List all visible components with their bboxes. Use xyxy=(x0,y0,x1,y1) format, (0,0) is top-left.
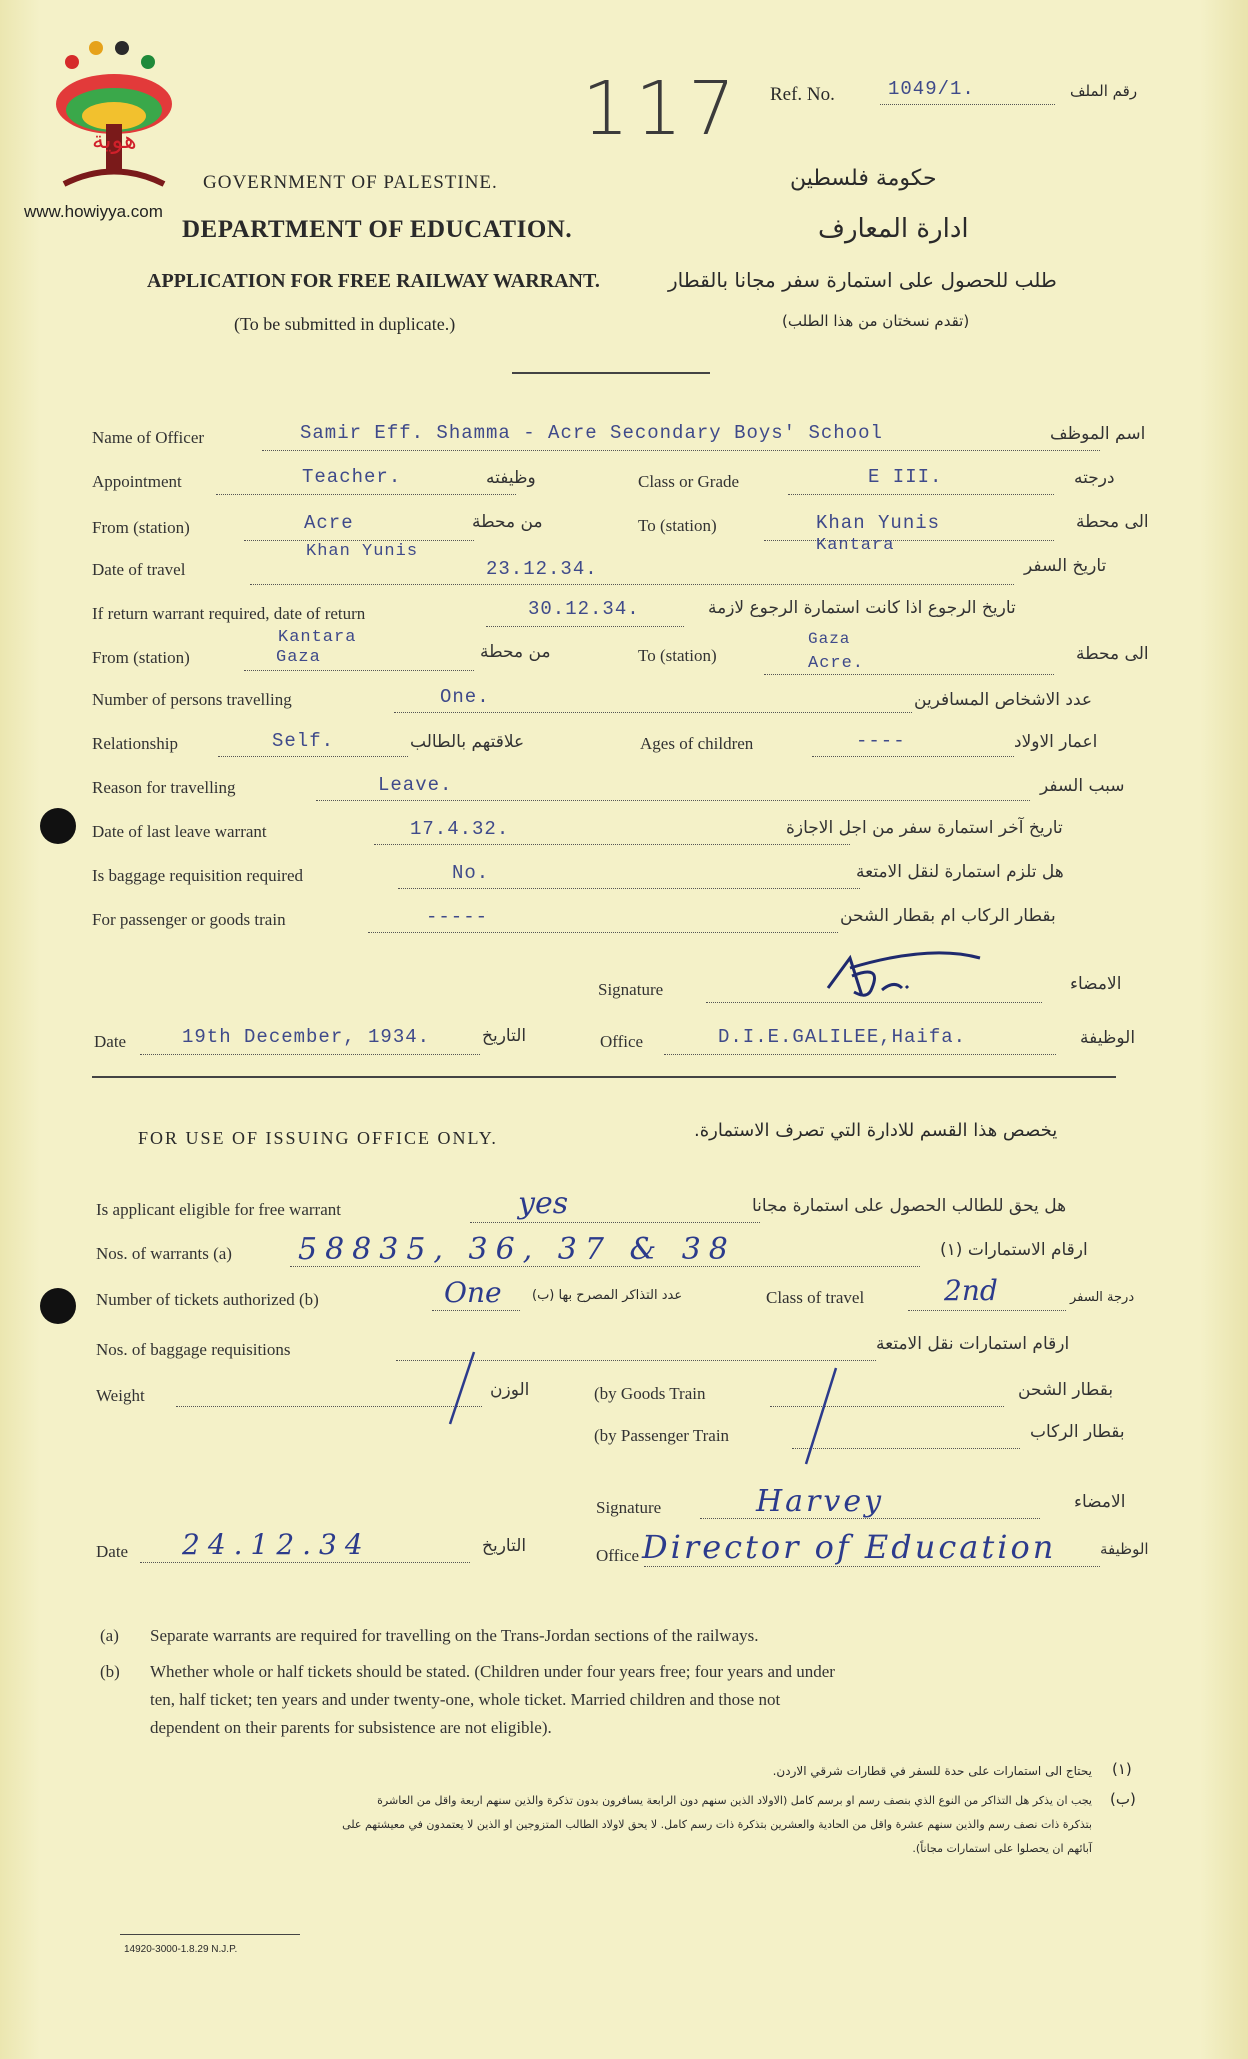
appointment-value: Teacher. xyxy=(302,466,402,488)
weight-label: Weight xyxy=(96,1386,145,1405)
dept-title-ar: ادارة المعارف xyxy=(818,214,969,244)
warrant-nos-label: Nos. of warrants (a) xyxy=(96,1244,232,1263)
last-leave-label: Date of last leave warrant xyxy=(92,822,267,841)
punch-hole-bottom xyxy=(40,1288,76,1324)
note-a-ar-mark: (١) xyxy=(1112,1760,1132,1778)
issuing-signature-label: Signature xyxy=(596,1498,662,1517)
ref-label-ar: رقم الملف xyxy=(1070,82,1138,100)
office-value: D.I.E.GALILEE,Haifa. xyxy=(718,1026,967,1048)
to-extra: Kantara xyxy=(816,536,895,555)
weight-label-ar: الوزن xyxy=(490,1380,530,1400)
note-b-ar-line1: يجب ان يذكر هل التذاكر من النوع الذي بنصف رسم او برسم كامل (الاولاد الذين سنهم دون الرابعة يسافرون بدون تذكرة والذين سنهم اربعة واقل من العاشرة xyxy=(377,1794,1092,1807)
baggage-label: Is baggage requisition required xyxy=(92,866,304,885)
appointment-label-ar: وظيفته xyxy=(486,468,536,488)
form-subtitle-ar: (تقدم نسختان من هذا الطلب) xyxy=(782,312,970,330)
form-subtitle: (To be submitted in duplicate.) xyxy=(234,314,456,334)
tickets-label-ar: عدد التذاكر المصرح بها (ب) xyxy=(532,1288,683,1303)
gov-title-ar: حكومة فلسطين xyxy=(790,166,937,191)
to2-label-ar: الى محطة xyxy=(1076,644,1149,664)
baggage-nos-label: Nos. of baggage requisitions xyxy=(96,1340,291,1359)
reason-label: Reason for travelling xyxy=(92,778,236,797)
train-label-ar: بقطار الركاب ام بقطار الشحن xyxy=(840,906,1056,926)
issuing-heading: FOR USE OF ISSUING OFFICE ONLY. xyxy=(138,1128,498,1148)
note-b-line2: ten, half ticket; ten years and under twenty-one, whole ticket. Married children and those not xyxy=(150,1690,781,1709)
printer-code: 14920-3000-1.8.29 N.J.P. xyxy=(124,1944,238,1955)
issuing-office-value: Director of Education xyxy=(642,1528,1057,1566)
issuing-office-label-ar: الوظيفة xyxy=(1100,1540,1149,1558)
persons-label: Number of persons travelling xyxy=(92,690,292,709)
issuing-date-value: 24.12.34 xyxy=(182,1528,371,1561)
handwritten-number: 117 xyxy=(582,66,742,152)
class-value: E III. xyxy=(868,466,943,488)
section-rule xyxy=(92,1076,1116,1078)
note-b-ar-line2: بتذكرة ذات نصف رسم والذين سنهم عشرة واقل من الحادية والعشرين بتذكرة ذات رسم كامل. لا يحق لاولاد الطالب المتزوجين او الذين لا يعتمدون في معيشتهم على xyxy=(342,1818,1092,1831)
relationship-label-ar: علاقتهم بالطالب xyxy=(410,732,525,752)
date-value: 19th December, 1934. xyxy=(182,1026,431,1048)
name-value: Samir Eff. Shamma - Acre Secondary Boys' School xyxy=(300,422,883,444)
from-label-ar: من محطة xyxy=(472,512,543,532)
to2-label: To (station) xyxy=(638,646,717,665)
baggage-nos-label-ar: ارقام استمارات نقل الامتعة xyxy=(876,1334,1070,1354)
form-title: APPLICATION FOR FREE RAILWAY WARRANT. xyxy=(147,270,600,292)
last-leave-label-ar: تاريخ آخر استمارة سفر من اجل الاجازة xyxy=(786,818,1063,838)
from2-label: From (station) xyxy=(92,648,190,667)
to-value: Khan Yunis xyxy=(816,512,941,534)
return-value: 30.12.34. xyxy=(528,598,640,620)
gov-title: GOVERNMENT OF PALESTINE. xyxy=(203,172,498,193)
tickets-label: Number of tickets authorized (b) xyxy=(96,1290,319,1309)
to2-extra: Gaza xyxy=(808,630,851,648)
date-label-ar: التاريخ xyxy=(482,1026,527,1046)
goods-train-label: (by Goods Train xyxy=(594,1384,706,1403)
issuing-heading-ar: يخصص هذا القسم للادارة التي تصرف الاستمارة. xyxy=(694,1120,1058,1141)
from2-value: Gaza xyxy=(276,648,321,667)
train-value: ----- xyxy=(426,906,489,928)
issuing-signature-label-ar: الامضاء xyxy=(1074,1492,1126,1512)
strike-marks xyxy=(430,1334,850,1474)
eligible-label-ar: هل يحق للطالب الحصول على استمارة مجانا xyxy=(752,1196,1067,1216)
from-value: Acre xyxy=(304,512,354,534)
issuing-date-label: Date xyxy=(96,1542,129,1561)
date-travel-value: 23.12.34. xyxy=(486,558,598,580)
applicant-signature xyxy=(810,944,1010,1014)
train-label: For passenger or goods train xyxy=(92,910,286,929)
eligible-label: Is applicant eligible for free warrant xyxy=(96,1200,341,1219)
passenger-train-label-ar: بقطار الركاب xyxy=(1030,1422,1125,1442)
issuing-date-label-ar: التاريخ xyxy=(482,1536,527,1556)
name-label: Name of Officer xyxy=(92,428,205,447)
date-travel-extra: Khan Yunis xyxy=(306,542,419,561)
signature-label-ar: الامضاء xyxy=(1070,974,1122,994)
name-label-ar: اسم الموظف xyxy=(1050,424,1146,444)
date-travel-label-ar: تاريخ السفر xyxy=(1024,556,1107,576)
signature-label: Signature xyxy=(598,980,664,999)
last-leave-value: 17.4.32. xyxy=(410,818,510,840)
punch-hole-top xyxy=(40,808,76,844)
class-label: Class or Grade xyxy=(638,472,740,491)
ref-value: 1049/1. xyxy=(888,78,975,100)
reason-label-ar: سبب السفر xyxy=(1040,776,1125,796)
note-b-line3: dependent on their parents for subsistence are not eligible). xyxy=(150,1718,552,1737)
class-travel-value: 2nd xyxy=(944,1274,998,1307)
tickets-value: One xyxy=(444,1276,502,1309)
eligible-value: yes xyxy=(518,1186,569,1221)
office-label: Office xyxy=(600,1032,644,1051)
to-label-ar: الى محطة xyxy=(1076,512,1149,532)
passenger-train-label: (by Passenger Train xyxy=(594,1426,730,1445)
issuing-office-label: Office xyxy=(596,1546,640,1565)
persons-value: One. xyxy=(440,686,490,708)
return-label-ar: تاريخ الرجوع اذا كانت استمارة الرجوع لازمة xyxy=(708,598,1016,618)
form-title-ar: طلب للحصول على استمارة سفر مجانا بالقطار xyxy=(668,268,1057,292)
ages-label: Ages of children xyxy=(640,734,754,753)
howiyya-logo xyxy=(44,34,184,204)
persons-label-ar: عدد الاشخاص المسافرين xyxy=(914,690,1093,710)
ages-label-ar: اعمار الاولاد xyxy=(1014,732,1098,752)
class-label-ar: درجته xyxy=(1074,468,1115,488)
appointment-label: Appointment xyxy=(92,472,182,491)
baggage-label-ar: هل تلزم استمارة لنقل الامتعة xyxy=(856,862,1064,882)
note-a-mark: (a) xyxy=(100,1626,119,1645)
from2-label-ar: من محطة xyxy=(480,642,551,662)
note-a: Separate warrants are required for travelling on the Trans-Jordan sections of the railways. xyxy=(150,1626,759,1645)
issuing-signature-value: Harvey xyxy=(756,1484,885,1519)
date-label: Date xyxy=(94,1032,127,1051)
ages-value: ---- xyxy=(856,730,906,752)
relationship-value: Self. xyxy=(272,730,335,752)
note-b-ar-line3: آبائهم ان يحصلوا على استمارات مجاناً). xyxy=(912,1842,1092,1855)
reason-value: Leave. xyxy=(378,774,453,796)
goods-train-label-ar: بقطار الشحن xyxy=(1018,1380,1114,1400)
class-travel-label: Class of travel xyxy=(766,1288,865,1307)
office-label-ar: الوظيفة xyxy=(1080,1028,1136,1048)
note-b-line1: Whether whole or half tickets should be stated. (Children under four years free; four years and under xyxy=(150,1662,835,1681)
tree-logo-icon xyxy=(44,34,184,204)
printer-rule xyxy=(120,1934,300,1935)
note-b-mark: (b) xyxy=(100,1662,120,1681)
from2-extra: Kantara xyxy=(278,628,357,647)
to-label: To (station) xyxy=(638,516,717,535)
from-label: From (station) xyxy=(92,518,190,537)
dept-title: DEPARTMENT OF EDUCATION. xyxy=(182,216,573,243)
to2-value: Acre. xyxy=(808,654,865,673)
relationship-label: Relationship xyxy=(92,734,178,753)
baggage-value: No. xyxy=(452,862,490,884)
return-label: If return warrant required, date of return xyxy=(92,604,366,623)
warrant-nos-label-ar: ارقام الاستمارات (١) xyxy=(940,1240,1088,1260)
header-rule xyxy=(512,372,710,374)
note-a-ar: يحتاج الى استمارات على حدة للسفر في قطارات شرقي الاردن. xyxy=(772,1764,1092,1778)
date-travel-label: Date of travel xyxy=(92,560,186,579)
class-travel-label-ar: درجة السفر xyxy=(1070,1290,1135,1305)
warrant-nos-value: 58835, 36, 37 & 38 xyxy=(298,1232,736,1267)
logo-arabic-text: هوية xyxy=(92,126,137,154)
note-b-ar-mark: (ب) xyxy=(1110,1790,1136,1808)
website-url: www.howiyya.com xyxy=(24,202,163,221)
ref-label: Ref. No. xyxy=(770,84,835,105)
